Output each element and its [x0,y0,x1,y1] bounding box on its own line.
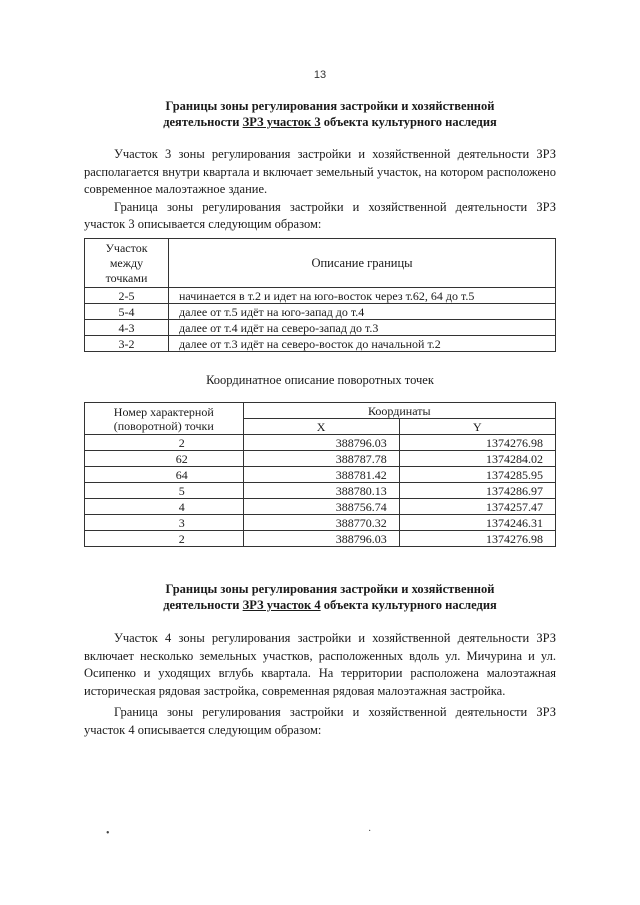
section4-heading-line1: Границы зоны регулирования застройки и хозяйственной [165,582,495,596]
boundary-table [84,238,556,352]
coord-x: 388781.42 [243,467,399,483]
section4-text [84,630,556,739]
boundary-header-segment: Участок между точками [85,239,169,288]
coord-point: 4 [85,499,244,515]
section3-heading-line2 [60,114,600,130]
boundary-description: далее от т.3 идёт на северо-восток до начальной т.2 [169,336,556,352]
coord-y: 1374286.97 [399,483,555,499]
section4-heading [60,581,600,613]
scan-dot-mark: · [368,826,372,837]
section4-heading-underlined: ЗРЗ участок 4 [242,598,321,612]
page-number: 13 [313,69,327,81]
coord-point: 62 [85,451,244,467]
section3-para1: Участок 3 зоны регулирования застройки и хозяйственной деятельности ЗРЗ располагается внутри квартала и включает земельный участок, на котором расположено современное малоэтажное здание. [84,147,556,196]
boundary-segment: 2-5 [85,288,169,304]
section3-heading [60,98,600,130]
table-row [85,531,556,547]
coord-header-point: Номер характерной (поворотной) точки [85,403,244,435]
coord-point: 64 [85,467,244,483]
coordinates-caption: Координатное описание поворотных точек [206,373,434,387]
section4-heading-pre: деятельности [163,598,243,612]
section3-para2: Граница зоны регулирования застройки и хозяйственной деятельности ЗРЗ участок 3 описывается следующим образом: [84,199,556,231]
section4-para2: Граница зоны регулирования застройки и хозяйственной деятельности ЗРЗ участок 4 описывается следующим образом: [84,705,556,737]
coord-header-row [85,403,556,419]
table-row [85,451,556,467]
coord-y: 1374284.02 [399,451,555,467]
boundary-description: начинается в т.2 и идет на юго-восток через т.62, 64 до т.5 [169,288,556,304]
table-row [85,304,556,320]
coord-y: 1374276.98 [399,531,555,547]
coord-point: 3 [85,515,244,531]
boundary-segment: 3-2 [85,336,169,352]
section3-heading-pre: деятельности [163,115,243,129]
table-row [85,435,556,451]
table-row [85,467,556,483]
boundary-description: далее от т.4 идёт на северо-запад до т.3 [169,320,556,336]
coord-y: 1374276.98 [399,435,555,451]
coord-point: 2 [85,531,244,547]
table-row [85,288,556,304]
coord-header-y: Y [399,419,555,435]
boundary-table-header [85,239,556,288]
coord-y: 1374285.95 [399,467,555,483]
coord-header-x: X [243,419,399,435]
coord-y: 1374246.31 [399,515,555,531]
table-row [85,336,556,352]
coord-x: 388770.32 [243,515,399,531]
section3-heading-underlined: ЗРЗ участок 3 [242,115,321,129]
section3-heading-line1: Границы зоны регулирования застройки и хозяйственной [165,99,495,113]
coord-x: 388756.74 [243,499,399,515]
coord-y: 1374257.47 [399,499,555,515]
coord-x: 388796.03 [243,435,399,451]
boundary-description: далее от т.5 идёт на юго-запад до т.4 [169,304,556,320]
section3-text [84,146,556,234]
table-row [85,499,556,515]
table-row [85,515,556,531]
scan-dot-mark: • [106,828,110,839]
table-row [85,320,556,336]
coord-point: 5 [85,483,244,499]
coordinates-table [84,402,556,547]
coord-point: 2 [85,435,244,451]
coord-x: 388780.13 [243,483,399,499]
coord-x: 388796.03 [243,531,399,547]
boundary-segment: 4-3 [85,320,169,336]
coord-header-coords: Координаты [243,403,555,419]
boundary-segment: 5-4 [85,304,169,320]
section3-heading-post: объекта культурного наследия [320,115,497,129]
table-row [85,483,556,499]
section4-heading-line2 [60,597,600,613]
boundary-header-description: Описание границы [169,239,556,288]
section4-heading-post: объекта культурного наследия [320,598,497,612]
coord-x: 388787.78 [243,451,399,467]
section4-para1: Участок 4 зоны регулирования застройки и хозяйственной деятельности ЗРЗ включает несколько земельных участков, расположенных вдоль ул. Мичурина и ул. Осипенко и уходящих вглубь квартала. На территории расположена малоэтажная историческая рядовая застройка, современная рядовая малоэтажная застройка. [84,631,556,698]
